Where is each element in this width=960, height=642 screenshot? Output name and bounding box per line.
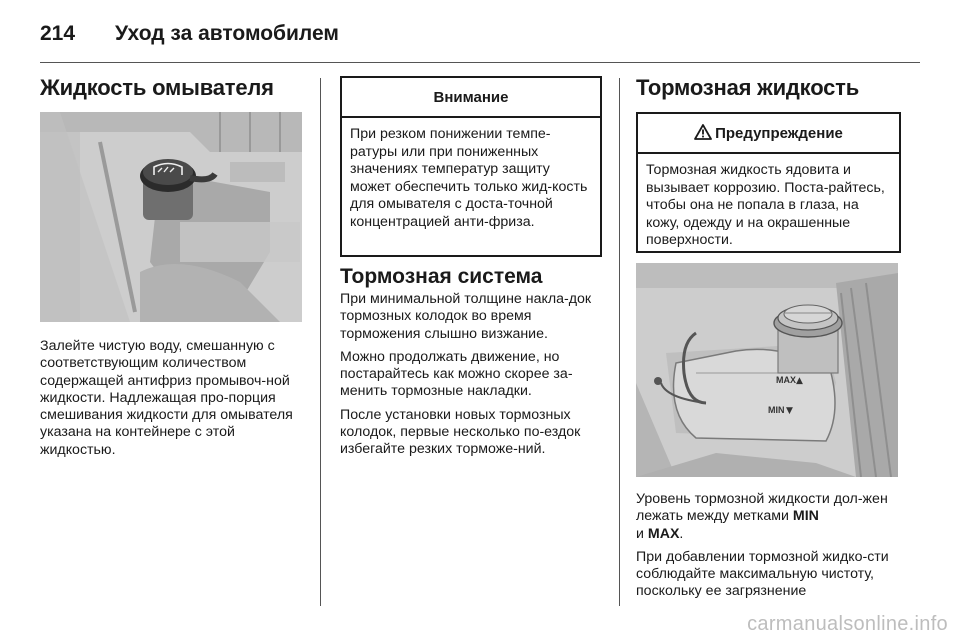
sentence-end: .: [679, 525, 684, 542]
brake-fluid-paragraph-2: При добавлении тормозной жидко-сти соблюдайте максимальную чистоту, поскольку ее загрязнение: [636, 548, 889, 600]
max-arrow-icon: ▲: [796, 376, 803, 386]
column-brake-fluid: [636, 72, 901, 607]
column-divider-1: [320, 78, 321, 606]
warning-title: Предупреждение: [715, 125, 843, 142]
warning-box: [636, 112, 901, 253]
header-rule: [40, 62, 920, 63]
warning-text: Тормозная жидкость ядовита и вызывает коррозию. Поста-райтесь, чтобы она не попала в глаза, на кожу, одежду и на окрашенные поверхности.: [646, 162, 885, 248]
washer-fluid-paragraph: Залейте чистую воду, смешанную с соответствующим количеством содержащей антифриз промывоч-ной жидкости. Надлежащая про-порция смешивания жидкости для омывателя указана на контейнере с этой жидкостью.: [40, 338, 293, 458]
brake-system-paragraph-1: При минимальной толщине накла-док тормозных колодок во время торможения слышно визжание.: [340, 291, 592, 342]
column-brake-system: [340, 76, 602, 465]
caution-box: [340, 76, 602, 257]
page-header: [40, 14, 339, 54]
column-divider-2: [619, 78, 620, 606]
warning-triangle-icon: [694, 116, 712, 132]
section-heading-washer-fluid: Жидкость омывателя: [40, 75, 274, 100]
warning-header: [638, 114, 899, 154]
min-arrow-icon: ▼: [786, 406, 793, 416]
max-mark-label: MAX: [776, 375, 796, 385]
column-washer-fluid: [40, 72, 302, 465]
brake-system-text: [340, 291, 602, 459]
brake-fluid-reservoir-photo: [636, 263, 898, 477]
caution-title: Внимание: [342, 78, 600, 118]
min-mark-label: MIN: [768, 405, 785, 415]
washer-fluid-photo: [40, 112, 302, 322]
caution-text: При резком понижении темпе-ратуры или при пониженных значениях температур защиту может обеспечить только жид-кость для омывателя с доста-точной концентрацией анти-фриза.: [350, 126, 588, 230]
brake-system-paragraph-2: Можно продолжать движение, но постарайтесь как можно скорее за-менить тормозные накладки.: [340, 348, 573, 400]
chapter-title: Уход за автомобилем: [115, 22, 339, 45]
brake-fluid-level-text: Уровень тормозной жидкости дол-жен лежать между метками: [636, 491, 888, 525]
watermark: carmanualsonline.info: [747, 613, 948, 635]
conjunction-text: и: [636, 525, 648, 542]
section-heading-brake-system: Тормозная система: [340, 265, 543, 288]
section-heading-brake-fluid: Тормозная жидкость: [636, 75, 860, 100]
max-mark-text: MAX: [647, 525, 680, 542]
page-number: 214: [40, 22, 76, 45]
washer-fluid-paragraph-wrap: [40, 338, 302, 459]
min-mark-text: MIN: [792, 508, 819, 525]
brake-fluid-paragraph-1: [636, 491, 901, 543]
brake-fluid-text: [636, 491, 901, 601]
brake-system-paragraph-3: После установки новых тормозных колодок, первые несколько по-ездок избегайте резких торможе-ний.: [340, 406, 581, 458]
